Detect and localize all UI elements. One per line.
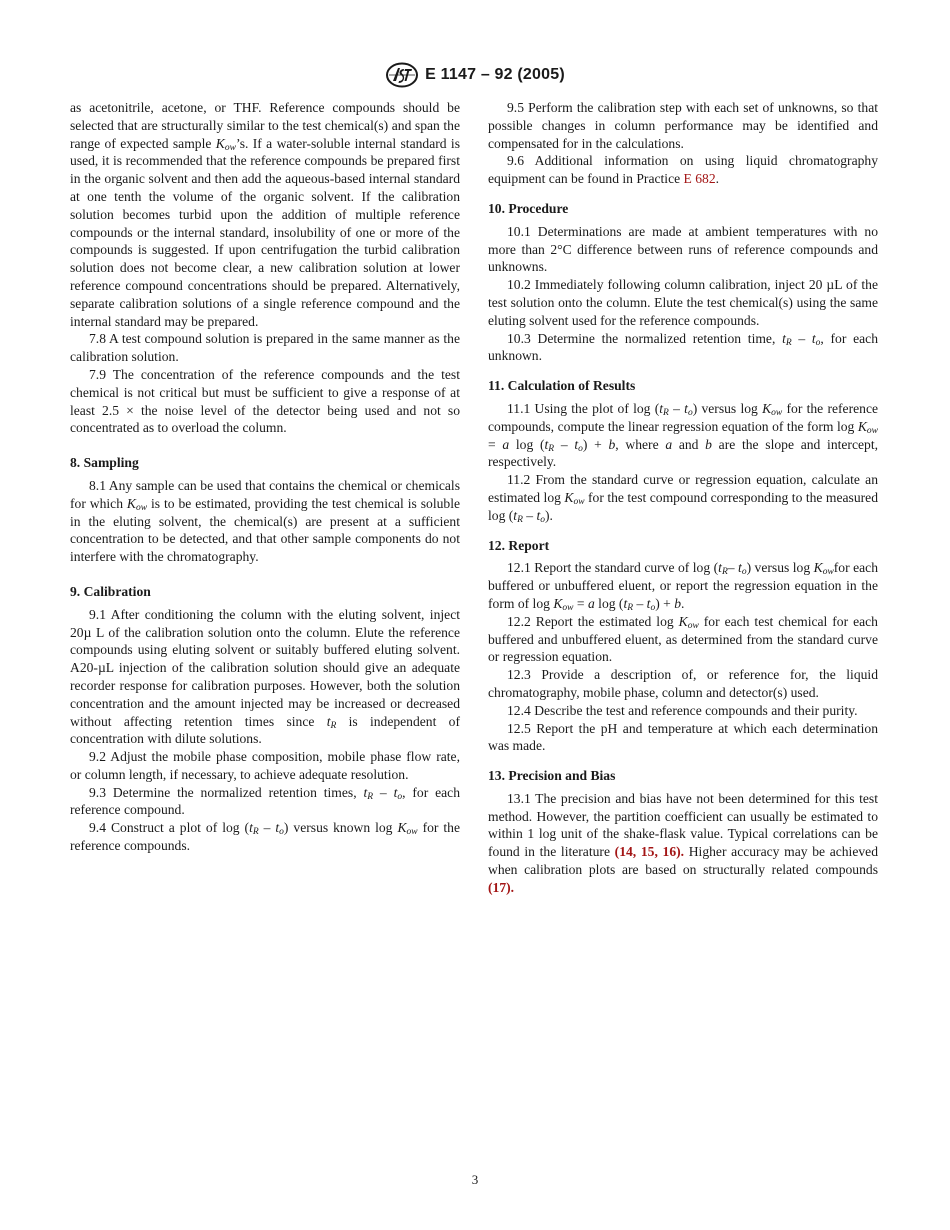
paragraph-10-3: 10.3 Determine the normalized retention time, $t_R - t_o$, for each unknown. (488, 330, 878, 364)
paragraph-10-1: 10.1 Determinations are made at ambient temperatures with no more than 2°C difference between runs of reference compounds and unknowns. (488, 223, 878, 275)
reference-15-link[interactable]: 15 (640, 844, 655, 860)
section-heading-calculation-of-results: 11. Calculation of Results (488, 378, 636, 394)
paragraph-7-9: 7.9 The concentration of the reference compounds and the test chemical is not critical but must be sufficient to give a response of at least 2.5 × the noise level of the detector being used and not so concentrated as to overload the column. (70, 366, 460, 436)
paragraph-12-4: 12.4 Describe the test and reference compounds and their purity. (507, 702, 858, 718)
paragraph-9-4: 9.4 Construct a plot of $\log (t_R - t_o)$ versus known $\log K_{ow}$ for the reference compounds. (70, 820, 461, 854)
section-heading-sampling: 8. Sampling (70, 455, 139, 471)
paragraph-11-1: 11.1 Using the plot of $\log (t_R - t_o)$ versus $\log K_{ow}$ for the reference compounds, compute the linear regression equation of the form $\log K_{ow} = a$ $\log (t_R - t_o) + b$, where a and b are the slope and intercept, respectively. (488, 400, 879, 470)
paragraph-12-5: 12.5 Report the pH and temperature at which each determination was made. (488, 720, 878, 754)
section-heading-calibration: 9. Calibration (70, 583, 151, 599)
paragraph-13-1: 13.1 The precision and bias have not been determined for this test method. However, the partition coefficient can usually be estimated to within 1 log unit of the shake-flask value. Typical correlations can be found in the literature (14, 15, 16). Higher accuracy may be achieved when calibration plots are based on structurally related compounds (17). (488, 790, 878, 895)
paragraph-8-1: 8.1 Any sample can be used that contains the chemical or chemicals for which $K_{ow}$ is to be estimated, providing the test chemical is soluble in the eluting solvent, the chemical(s) are present at a sufficient concentration to be detected, and that other sample components do not interfere with the chromatography. (70, 477, 460, 565)
document-designation: E 1147 – 92 (2005) (425, 66, 565, 83)
paragraph-7-8: 7.8 A test compound solution is prepared in the same manner as the calibration solution. (70, 331, 460, 365)
section-heading-report: 12. Report (488, 537, 550, 553)
paragraph-12-3: 12.3 Provide a description of, or reference for, the liquid chromatography, mobile phase, column and detector(s) used. (488, 667, 878, 700)
paragraph-12-2: 12.2 Report the estimated $\log K_{ow}$ for each test chemical for each buffered and unbuffered eluent, as determined from the standard curve or regression equation. (488, 613, 878, 665)
reference-16-link[interactable]: 16 (662, 844, 677, 860)
paragraph-11-2: 11.2 From the standard curve or regression equation, calculate an estimated $\log K_{ow}$ for the test compound corresponding to the measured $\log (t_R - t_o)$. (488, 472, 878, 525)
left-column (70, 99, 460, 855)
paragraph-9-2: 9.2 Adjust the mobile phase composition, mobile phase flow rate, or column length, if necessary, to achieve adequate resolution. (70, 749, 460, 782)
paragraph-9-6: 9.6 Additional information on using liquid chromatography equipment can be found in Practice E 682. (488, 153, 878, 187)
page-header (0, 63, 950, 87)
section-heading-precision-and-bias: 13. Precision and Bias (488, 768, 616, 784)
reference-17-link[interactable]: 17 (492, 879, 507, 895)
page-number: 3 (471, 1172, 479, 1187)
reference-14-link[interactable]: 14 (619, 844, 633, 860)
section-heading-procedure: 10. Procedure (488, 200, 569, 216)
paragraph-12-1: 12.1 Report the standard curve of $\log (t_R-$ $t_o$) versus $\log K_{ow}for$ each buffered or unbuffered eluent, or report the regression equation in the form of $\log K_{ow} = a$ $\log (t_R - t_o) + b$. (488, 560, 878, 613)
astm-logo-icon (385, 62, 419, 88)
paragraph-10-2: 10.2 Immediately following column calibration, inject 20 µL of the test solution onto the column. Elute the test chemical(s) using the same eluting solvent used for the reference compounds. (488, 277, 878, 328)
paragraph-9-3: 9.3 Determine the normalized retention times, $t_R - t_o$, for each reference compound. (70, 784, 460, 818)
right-column (488, 99, 878, 897)
paragraph-7-7-continuation: as acetonitrile, acetone, or THF. Reference compounds should be selected that are structurally similar to the test chemical(s) and span the range of expected sample $K_{ow}’s$. If a water-soluble internal standard is used, it is recommended that the reference compounds be prepared first in the organic solvent and then add the aqueous-based internal standard at one tenth the volume of the organic solvent. If the calibration solution becomes turbid upon the addition of multiple reference compounds or the internal standard, insolubility of one or more of the compounds is suggested. If upon centrifugation the turbid calibration solution does not become clear, a new calibration solution at lower reference compound concentrations should be prepared. Alternatively, separate calibration solutions of a single reference compound and the internal standard may be prepared. (70, 100, 460, 329)
paragraph-9-1: 9.1 After conditioning the column with the eluting solvent, inject 20µ L of the calibration solution onto the column. Elute the reference compounds using eluting solvent or suitably buffered eluting solvent. A20-µL injection of the calibration solution should give an adequate recorder response for calibration purposes. However, both the solution concentration and the amount injected may be increased or decreased without affecting retention times since $t_R$ is independent of concentration with dilute solutions. (70, 606, 460, 747)
practice-e682-link[interactable]: E 682 (683, 171, 716, 187)
paragraph-9-5: 9.5 Perform the calibration step with each set of unknowns, so that possible changes in column performance may be identified and compensated for in the calculations. (488, 100, 878, 151)
